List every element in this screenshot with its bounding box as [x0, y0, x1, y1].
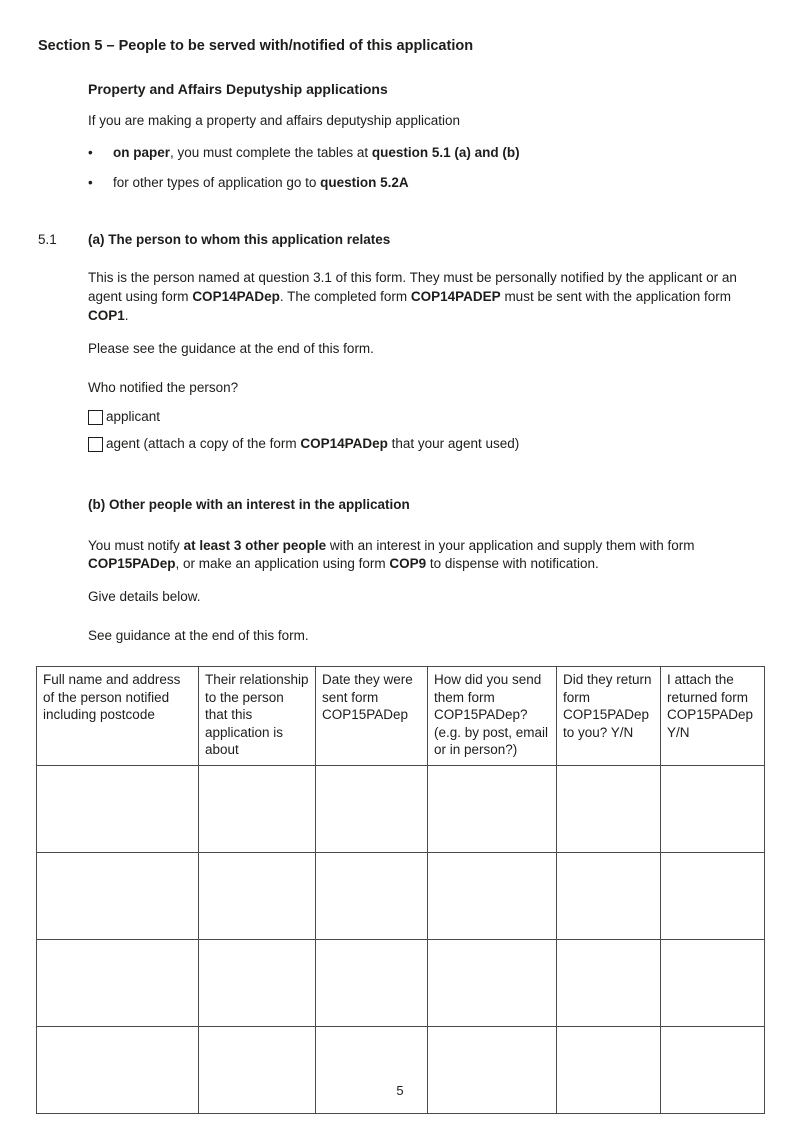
- col-header-how-sent: How did you send them form COP15PADep? (e.g. by post, email or in person?): [428, 667, 557, 766]
- table-cell[interactable]: [428, 852, 557, 939]
- table-cell[interactable]: [37, 939, 199, 1026]
- table-cell[interactable]: [557, 852, 661, 939]
- question-number: 5.1: [38, 231, 57, 247]
- notify-table-body: [37, 765, 765, 1113]
- bullet-text: for other types of application go to question 5.2A: [113, 174, 409, 190]
- col-header-name-address: Full name and address of the person notified including postcode: [37, 667, 199, 766]
- question-body: [88, 231, 764, 647]
- table-cell[interactable]: [661, 765, 765, 852]
- col-header-attached: I attach the returned form COP15PADep Y/N: [661, 667, 765, 766]
- notify-table: [36, 666, 765, 1114]
- table-cell[interactable]: [199, 1026, 316, 1113]
- bullet-item: [88, 174, 764, 193]
- table-cell[interactable]: [316, 852, 428, 939]
- table-cell[interactable]: [428, 765, 557, 852]
- table-cell[interactable]: [661, 1026, 765, 1113]
- spacer: [88, 462, 764, 496]
- bullet-icon: •: [88, 144, 93, 160]
- part-a-heading: (a) The person to whom this application relates: [88, 231, 391, 247]
- table-row: [37, 852, 765, 939]
- part-b-heading: (b) Other people with an interest in the application: [88, 496, 410, 512]
- table-header-row: [37, 667, 765, 766]
- table-cell[interactable]: [199, 939, 316, 1026]
- bullet-item: [88, 144, 764, 163]
- table-row: [37, 765, 765, 852]
- table-cell[interactable]: [316, 939, 428, 1026]
- table-row: [37, 939, 765, 1026]
- section-title: Section 5 – People to be served with/notified of this application: [38, 38, 474, 54]
- question-5-1: [38, 231, 764, 647]
- table-cell[interactable]: [557, 1026, 661, 1113]
- table-cell[interactable]: [428, 1026, 557, 1113]
- bullet-text: on paper, you must complete the tables at question 5.1 (a) and (b): [113, 144, 520, 160]
- applicant-checkbox[interactable]: [88, 410, 103, 425]
- col-header-relationship: Their relationship to the person that this application is about: [199, 667, 316, 766]
- table-cell[interactable]: [428, 939, 557, 1026]
- part-a-body: This is the person named at question 3.1 of this form. They must be personally notified by the applicant or an agent using form COP14PADep. The completed form COP14PADEP must be sent with the application form COP1.: [88, 270, 737, 324]
- applicant-label: applicant: [106, 408, 161, 424]
- table-cell[interactable]: [199, 852, 316, 939]
- part-b-give-details: Give details below.: [88, 589, 201, 605]
- intro-lead: If you are making a property and affairs deputyship application: [88, 112, 460, 128]
- table-row: [37, 1026, 765, 1113]
- table-cell[interactable]: [37, 1026, 199, 1113]
- table-cell[interactable]: [316, 765, 428, 852]
- table-cell[interactable]: [199, 765, 316, 852]
- table-cell[interactable]: [557, 939, 661, 1026]
- intro-block: [88, 80, 764, 192]
- col-header-date-sent: Date they were sent form COP15PADep: [316, 667, 428, 766]
- applicant-option: [88, 408, 764, 427]
- table-cell[interactable]: [661, 939, 765, 1026]
- table-cell[interactable]: [661, 852, 765, 939]
- agent-option: [88, 435, 764, 454]
- page-number: 5: [396, 1082, 404, 1098]
- table-cell[interactable]: [37, 765, 199, 852]
- part-b-see-guidance: See guidance at the end of this form.: [88, 628, 309, 644]
- agent-checkbox[interactable]: [88, 437, 103, 452]
- agent-label: agent (attach a copy of the form COP14PADep that your agent used): [106, 435, 520, 451]
- part-b-body: You must notify at least 3 other people with an interest in your application and supply them with form COP15PADep, or make an application using form COP9 to dispense with notification.: [88, 537, 695, 572]
- bullet-icon: •: [88, 174, 93, 190]
- part-a-question: Who notified the person?: [88, 380, 239, 396]
- intro-heading: Property and Affairs Deputyship applications: [88, 81, 388, 98]
- table-cell[interactable]: [557, 765, 661, 852]
- part-a-guidance: Please see the guidance at the end of this form.: [88, 341, 374, 357]
- table-cell[interactable]: [37, 852, 199, 939]
- table-cell[interactable]: [316, 1026, 428, 1113]
- col-header-returned: Did they return form COP15PADep to you? Y/N: [557, 667, 661, 766]
